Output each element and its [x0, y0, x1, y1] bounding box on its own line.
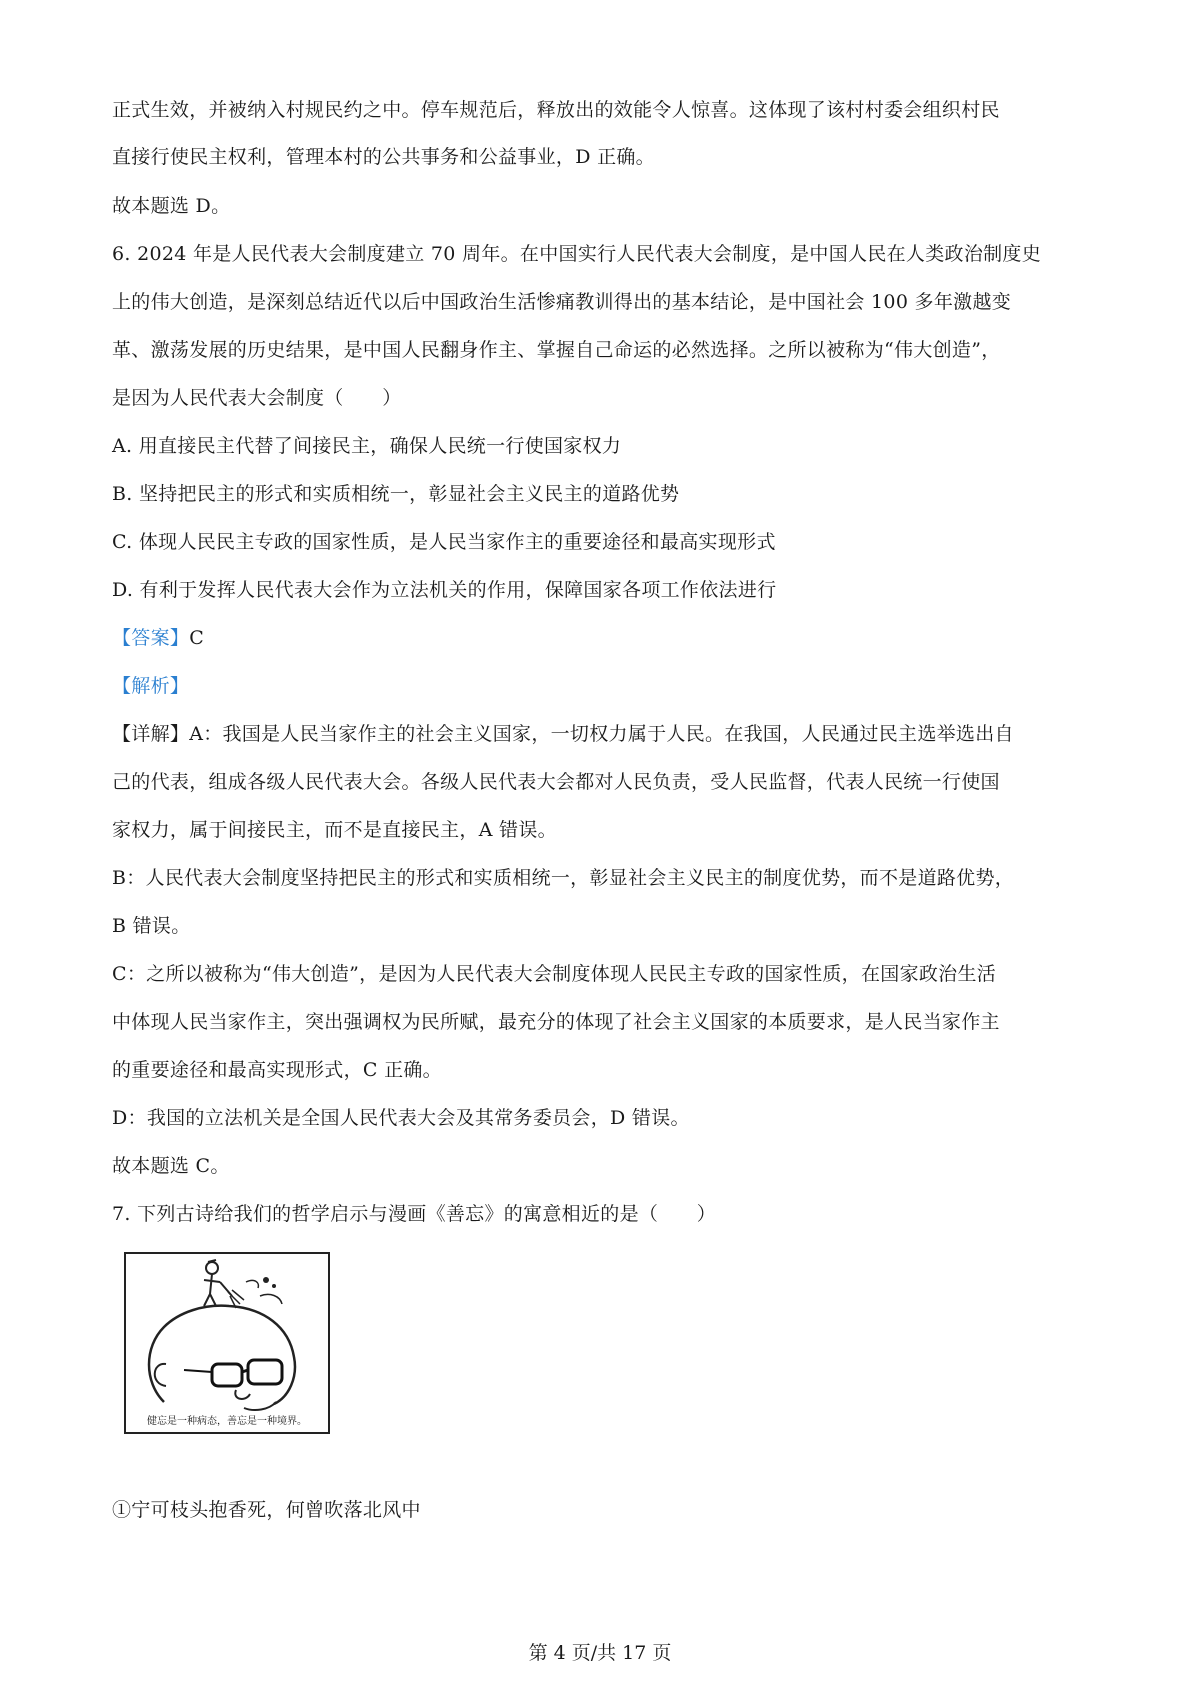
option-d: D. 有利于发挥人民代表大会作为立法机关的作用，保障国家各项工作依法进行	[112, 579, 777, 601]
answer-value: C	[189, 627, 205, 649]
conclusion-line: 故本题选 D。	[112, 195, 231, 217]
intro-line: 直接行使民主权利，管理本村的公共事务和公益事业，D 正确。	[112, 146, 655, 168]
answer-tag: 【答案】	[112, 627, 190, 649]
conclusion-line: 故本题选 C。	[112, 1155, 230, 1177]
detail-line: D：我国的立法机关是全国人民代表大会及其常务委员会，D 错误。	[112, 1107, 690, 1129]
detail-line: B：人民代表大会制度坚持把民主的形式和实质相统一，彰显社会主义民主的制度优势，而不是道路优势，	[112, 867, 1015, 889]
intro-line: 正式生效，并被纳入村规民约之中。停车规范后，释放出的效能令人惊喜。这体现了该村村委会组织村民	[112, 99, 1000, 121]
detail-line: B 错误。	[112, 915, 191, 937]
option-c: C. 体现人民民主专政的国家性质，是人民当家作主的重要途径和最高实现形式	[112, 531, 776, 553]
question-7-stem: 7. 下列古诗给我们的哲学启示与漫画《善忘》的寓意相近的是（ ）	[112, 1203, 717, 1225]
question-6-stem-line: 是因为人民代表大会制度（ ）	[112, 387, 402, 409]
answer-line	[112, 624, 1100, 652]
analysis-line	[112, 672, 1100, 700]
question-6-stem-line: 革、激荡发展的历史结果，是中国人民翻身作主、掌握自己命运的必然选择。之所以被称为“伟大创造”，	[112, 339, 1001, 361]
detail-line: 的重要途径和最高实现形式，C 正确。	[112, 1059, 442, 1081]
cartoon-caption: 健忘是一种病态，善忘是一种境界。	[147, 1416, 307, 1427]
option-a: A. 用直接民主代替了间接民主，确保人民统一行使国家权力	[112, 435, 622, 457]
question-7-option-1: ①宁可枝头抱香死，何曾吹落北风中	[112, 1499, 421, 1521]
detail-line: 【详解】A：我国是人民当家作主的社会主义国家，一切权力属于人民。在我国，人民通过民主选举选出自	[112, 723, 1014, 745]
option-b: B. 坚持把民主的形式和实质相统一，彰显社会主义民主的道路优势	[112, 483, 680, 505]
detail-line: 己的代表，组成各级人民代表大会。各级人民代表大会都对人民负责，受人民监督，代表人民统一行使国	[112, 771, 1000, 793]
question-6-stem-line: 上的伟大创造，是深刻总结近代以后中国政治生活惨痛教训得出的基本结论，是中国社会 100 多年激越变	[112, 291, 1012, 313]
page-footer: 第 4 页/共 17 页	[528, 1642, 672, 1664]
detail-line: 家权力，属于间接民主，而不是直接民主，A 错误。	[112, 819, 557, 841]
cartoon-drawing	[124, 1252, 330, 1434]
detail-line: C：之所以被称为“伟大创造”，是因为人民代表大会制度体现人民民主专政的国家性质，在国家政治生活	[112, 963, 997, 985]
detail-line: 中体现人民当家作主，突出强调权为民所赋，最充分的体现了社会主义国家的本质要求，是人民当家作主	[112, 1011, 1000, 1033]
cartoon-image	[124, 1252, 330, 1434]
question-6-stem-line: 6. 2024 年是人民代表大会制度建立 70 周年。在中国实行人民代表大会制度，是中国人民在人类政治制度史	[112, 243, 1042, 265]
analysis-tag: 【解析】	[112, 675, 190, 697]
